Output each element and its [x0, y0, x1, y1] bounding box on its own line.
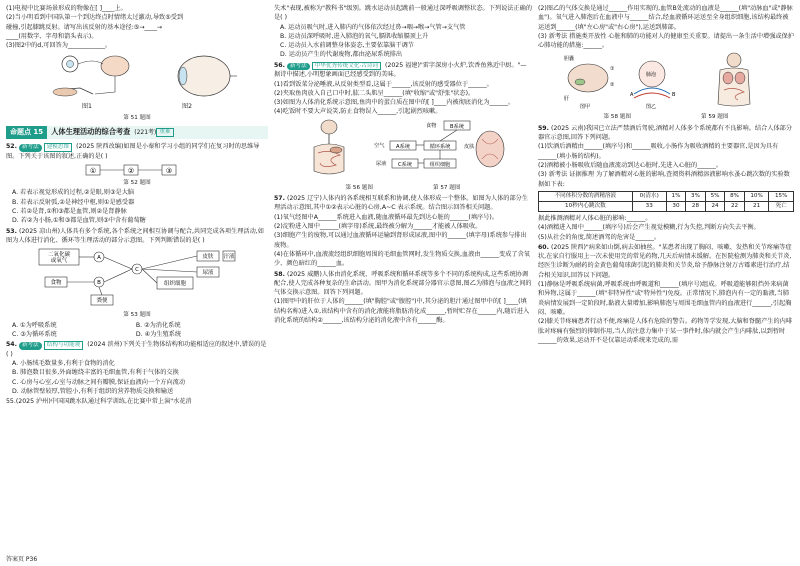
reflex-arc-diagram: [35, 52, 155, 100]
question-60: [538, 243, 794, 345]
question-53: [6, 227, 268, 340]
fig58-1: ①: [610, 66, 615, 73]
q53-number: 53.: [6, 227, 17, 235]
q52-option-d[interactable]: D. 若②为小肠,①和③都是血管,则③中含有葡萄糖: [12, 217, 146, 225]
q53-option-c[interactable]: C. ③为循环系统: [12, 330, 57, 338]
table-cell: 30: [666, 201, 686, 211]
fig58-a: A: [630, 92, 634, 99]
fig56-caption: 第 56 题图: [345, 184, 373, 191]
section-header: [6, 126, 268, 139]
q52-option-c[interactable]: C. 若②是肾,①和③都是血管,则②是肾静脉: [12, 207, 127, 215]
fig58-gallbladder: 胆囊: [564, 56, 575, 63]
fig53-c: C: [135, 267, 139, 274]
question-58: [274, 270, 532, 326]
q59-part5: (5)从社会的角度,简述酒驾的危害是______。: [538, 233, 661, 241]
fig53-a: A: [97, 255, 101, 262]
q58-number: 58.: [274, 270, 285, 278]
q53-option-b[interactable]: B. ②为消化系统: [135, 321, 181, 329]
fig51-label-1: 图1: [81, 103, 92, 111]
q54-option-c[interactable]: C. 心房与心室,心室与动脉之间有瓣膜,保证血液向一个方向流动: [12, 378, 186, 386]
q52-option-b[interactable]: B. 若表示反射弧,②是神经中枢,则①是感受器: [12, 198, 135, 206]
digestive-and-alveoli-diagram: [562, 52, 682, 110]
section-title: 人体生理活动的综合考查: [51, 127, 131, 137]
fig51-label-2: 图2: [182, 103, 193, 111]
q55-option-b[interactable]: B. 运动员深呼吸时,进入肺泡的氧气,膈肌收缩膈顶上升: [280, 32, 429, 40]
q53-text: (2025 凉山州)人体具有多个系统,各个系统之间相互协调与配合,共同完成各项生理活动,如图为人体进行消化、循环等生理活动的部分示意图。下列判断错误的是( ): [6, 227, 264, 244]
q51-part2c: ____(用数字、字母和箭头表示)。: [6, 32, 98, 40]
figure-58-59: [538, 52, 794, 110]
fig53-skin: 皮肤: [202, 254, 214, 261]
table-header-cell: 10%: [744, 191, 769, 201]
table-header-cell: 15%: [769, 191, 794, 201]
q57-part1: (1)氧气经图中A______系统进入血液,随血液循环最先到达心脏的______(填序号)。: [274, 213, 498, 221]
q56-part4: (4)吃饭时不要大声说笑,防止食物误入______,引起剧烈咳嗽。: [274, 108, 442, 116]
system-diagram-53: [37, 247, 237, 309]
human-organs-diagram: [698, 52, 770, 110]
column-right: [538, 4, 794, 345]
q57-part4: (4)在体循环中,血液流经组织细胞周围的毛细血管网时,发生物质交换,血液由______变成了含氧少、颜色暗红的______血。: [274, 250, 530, 268]
q55-option-c[interactable]: C. 运动员入水前调整身体姿态,主要依靠脑干调节: [280, 42, 414, 50]
fig53-urine: 尿液: [202, 270, 214, 277]
q60-number: 60.: [538, 243, 549, 251]
table-cell: 死亡: [769, 201, 794, 211]
fig53-feces: 粪便: [96, 298, 108, 305]
table-cell: 22: [725, 201, 745, 211]
question-54: [6, 340, 268, 396]
fig53-b: B: [97, 280, 101, 287]
section-number: 命题点 15: [6, 126, 47, 139]
q54-option-a[interactable]: A. 小肠绒毛数量多,有利于食物的消化: [12, 359, 115, 367]
q54-option-d[interactable]: D. 动脉管壁较厚,管腔小,有利于组织的营养物质交换和输送: [12, 387, 174, 395]
q55-option-d[interactable]: D. 运动员产生的代谢废物,都由泌尿系统排出: [280, 51, 403, 59]
figure-51-labels: [6, 102, 268, 111]
figure-58-59-captions: [538, 112, 794, 122]
figure-52: [6, 163, 268, 177]
q59-part3: (3) 新考法 证据推理 为了解酒精对心脏的影响,查阅资料酒精溶液影响水蚤心跳次数的实验数据如下表:: [538, 171, 790, 188]
q51-part2: (2)当小明看到中国队第一个到达终点时情绪太过激动,导致⑤受到: [6, 14, 184, 22]
table-cell: 33: [632, 201, 666, 211]
q53-options: [6, 321, 268, 340]
q51-part3: (3)图2中的d,可回答为____________。: [6, 42, 112, 50]
table-header-cell: 不同体积分数的酒精溶液: [539, 191, 633, 201]
q56-part1: (1)看到饭菜分泌唾液,从反射类型看,这属于______,该反射的感受器位于______。: [274, 80, 493, 88]
q51-part2b: 碰撞,引起膝跳反射。请写出该反射的基本途径:⑤→____→: [6, 23, 163, 31]
column-left: [6, 4, 268, 406]
fig57-caption: 第 57 题图: [433, 184, 461, 191]
table-header-row: [539, 191, 794, 201]
fig57-cells: 组织细胞: [429, 161, 451, 168]
q53-option-d[interactable]: D. ④为生殖系统: [135, 330, 182, 338]
q52-tag-label: 建模思维: [44, 143, 72, 152]
q57-part2: (2)淀粉进入图中______(填字母)系统,最终被分解为______才能被人体吸收。: [274, 223, 482, 231]
q51-part1: (1)电视中比赛场景形成的物像在[ ]____上。: [6, 5, 127, 12]
section-level: 重难: [156, 128, 173, 137]
eye-diagram: [169, 52, 239, 100]
alcohol-heartbeat-table: [538, 191, 794, 212]
systems-flow-diagram-57: [372, 119, 512, 181]
fig53-sweat: 汗液: [223, 254, 235, 261]
q52-option-a[interactable]: A. 若表示视觉形成的过程,②是眼,则③是大脑: [12, 189, 135, 197]
q57-number: 57.: [274, 195, 285, 203]
q60-text: (2025 陕西)"病来如山倒,病去如抽丝。"某患者出现了胸闷、咳嗽、发热和关节疼痛等症状,在家自行服用上一次未使用完的常见药物,几天后病情未缓解。在医院检测为肺炎和关节炎,经医生诊断为耐药的金黄色葡萄球菌引起的肺炎和关节炎,给予静脉注射万古霉素进行治疗,结合相关知识,回答以下问题。: [538, 243, 792, 279]
question-52: [6, 142, 268, 225]
q56-text: (2025 福建)"雷字深房小火炉,饮香鱼熟近中厨。"—据诗中描述,小明想象画面已经感受到的美味。: [274, 61, 527, 79]
question-56: [274, 61, 532, 193]
fig57-food: 食物: [426, 122, 437, 129]
q59-text: (2025 云南)我国已立法严禁酒后驾驶,酒精对人体多个系统都有不良影响。结合人体部分器官示意图,回答下列问题。: [538, 124, 793, 142]
fig58-jia: 图甲: [580, 104, 591, 111]
table-header-cell: 5%: [705, 191, 725, 201]
fig52-box-3: ③: [165, 166, 173, 175]
q54-option-b[interactable]: B. 肺泡数目很多,外面缠绕丰富的毛细血管,有利于气体的交换: [12, 369, 179, 377]
fig58-alveolus: 肺泡: [646, 72, 657, 79]
q55-continued: 失术"表现,被称为"教科书"级别。跳水运动员起跳前一般通过深呼吸调整状态。下列说法正确的是( ): [274, 5, 533, 22]
fig57-csystem: C系统: [398, 161, 412, 168]
fig58-yi: 图乙: [646, 104, 657, 111]
fig58-2: ②: [610, 82, 615, 89]
table-header-cell: 1%: [666, 191, 686, 201]
q59-part4: (4)酒精进入图中______(填序号)后会产生视觉模糊,行为失控,判断方向失去平衡。: [538, 224, 760, 232]
q54-number: 54.: [6, 341, 17, 349]
fig53-co2: 二氧化碳: [47, 252, 71, 259]
fig53-cells: 组织细胞: [163, 281, 187, 288]
figure-56-57-captions: [274, 183, 532, 193]
q58-part1: (1)图甲中的肝位于人体的______(填"胸腔"或"腹腔")中,其分泌的胆汁通过图甲中的[ ]____(填结构名称)进入①,该结构中含有的消化液能将脂肪消化成______,暂时贮存在______内,随后进入消化系统的结构②______,该结构分泌的消化液中含有______酶。: [274, 298, 530, 325]
figure-53: [6, 247, 268, 309]
fig58-b: B: [672, 92, 676, 99]
q52-number: 52.: [6, 143, 17, 151]
q56-tag-label: 中华优秀传统文化·古诗词: [312, 62, 381, 71]
question-57: [274, 194, 532, 268]
q58-part2: (2)图乙的气体交换是通过______作用实现的,血管B处流动的血液是______(填"动脉血"或"静脉血")。氧气进入肺泡后在血液中与______结合,经血液循环运送至全身组织细胞,该结构最终被运送到______(填"左心房"或"右心房"),运送到肺部。: [538, 5, 793, 31]
q58-part3: (3) 新考法 措施类开放性 心脏和肺的功能对人的健康至关重要。请提出一条生活中增强或保护心肺功能的措施:______。: [538, 32, 794, 50]
q56-part3: (3)如图为人体消化系统示意图,鱼肉中的蛋白质在图中的[ ]____内被彻底消化为______。: [274, 99, 515, 107]
fig57-bsystem: B系统: [450, 123, 464, 130]
fig52-box-1: ①: [89, 166, 97, 175]
q60-part2: (2)膝关节疼痛患者行动不便,疼痛是人体有危险的警告。药物等学发现,大脑和脊髓产生的内啡肽对疼痛有强烈的抑制作用,当人的注意力集中于某一事件时,体内就会产生内啡肽,以到暂时______的效果,运动开不是仅靠运动系统来完成的,需: [538, 318, 793, 344]
q57-text: (2025 辽宁)人体内的各系统相互联系和协调,使人体形成一个整体。如图为人体的部分生理活动示意图,其中①②表示心脏的心房,A~C 表示系统。结合图示回答相关问题。: [274, 195, 529, 212]
q52-tag: 新考法: [19, 144, 42, 152]
flow-diagram-52: [82, 163, 192, 177]
q52-text: (2025 陕西改编)如图是小秦和学习小组的同学们在复习时的思维导图。下列关于该图的叙述,正确的是( ): [6, 143, 260, 160]
fig57-urine: 尿液: [376, 160, 387, 167]
q56-tag: 新考法: [287, 63, 310, 71]
q58-text: (2025 威鹏)人体由消化系统、呼吸系统和循环系统等多个不同的系统构成,这些系统协调配合,使人完成各种复杂的生命活动。图甲为消化系统部分器官示意图,图乙为肺泡与血液之间的气体交换示意图。回答下列问题。: [274, 270, 532, 297]
fig58-caption: 第 58 题图: [603, 114, 631, 121]
q56-part2: (2)夹取鱼肉放入自己口中时,肱二头肌呈______(填"收缩"或"舒张"状态)。: [274, 89, 475, 97]
table-header-cell: 0(清水): [632, 191, 666, 201]
fig57-asystem: A系统: [396, 143, 410, 150]
q55-start: 55.(2025 泸州)中国国跳水队通过科学训练,在比赛中常上演"水花消: [6, 398, 192, 406]
q59-part2: (2)酒精被小肠吸收后随血液流动到达心脏时,先进入心脏的______。: [538, 162, 722, 170]
fig57-air: 空气: [374, 142, 385, 149]
table-header-cell: 3%: [686, 191, 706, 201]
q54-text: (2024 滨州)下列关于生物体结构和功能相适应的叙述中,错误的是( ): [6, 341, 267, 358]
fig53-caption: 第 53 题图: [123, 312, 151, 319]
q59-number: 59.: [538, 124, 549, 132]
page-footer: 答案页 P36: [6, 556, 38, 563]
digestive-system-diagram: [294, 119, 364, 181]
fig57-circulation: 循环系统: [429, 143, 451, 150]
q57-part3: (3)细胞产生的废物,可以通过血液循环运输到肾形成尿液,图中的______(填字母)系统参与排出废物。: [274, 232, 527, 249]
fig53-food: 食物: [50, 280, 62, 287]
fig58-liver: 肝: [564, 96, 570, 103]
fig53-o2: 或氧气: [50, 258, 68, 265]
q53-option-a[interactable]: A. ①为呼吸系统: [12, 321, 57, 329]
fig51-caption: 第 51 题图: [123, 114, 151, 121]
q59-part3-conclusion: 据此推测酒精对人体心脏的影响:______。: [538, 214, 652, 222]
q60-part1: (1)静脉是呼吸系统病菌,呼吸系统由呼吸道和______(填序号)组成。呼吸道能够阻挡外来病菌和异物,这属于______(填"非特异性"或"特异性")免疫。正常情况下,肺泡内有一定的黏液,当肺炎病情发展到一定阶段时,黏液大量增加,影响肺泡与周围毛细血管内的血液进行______,引起胸闷、咳嗽。: [538, 281, 792, 316]
table-row: [539, 201, 794, 211]
table-row-label: 10秒内心跳次数: [539, 201, 633, 211]
figure-51: [6, 52, 268, 100]
q59-part1: (1)饮酒后酒精由______(填序号)和______吸收,小肠作为吸收酒精的主要器官,是因为具有______(填小肠的结构)。: [538, 143, 779, 160]
q55-option-a[interactable]: A. 运动员吸气时,进入肺内的气体依次经过鼻→咽→喉→气管→支气管: [280, 23, 466, 31]
fig59-caption: 第 59 题图: [701, 114, 729, 121]
figure-56-57: [274, 119, 532, 181]
q54-tag-label: 结构与功能观: [44, 341, 84, 350]
table-header-cell: 8%: [725, 191, 745, 201]
fig57-skin: 皮肤: [464, 143, 475, 150]
fig52-caption: 第 52 题图: [123, 179, 151, 186]
q56-number: 56.: [274, 61, 285, 69]
question-59: [538, 124, 794, 242]
column-middle: [274, 4, 532, 325]
q54-tag: 新考法: [19, 342, 42, 350]
fig52-box-2: ②: [127, 166, 135, 175]
table-cell: 21: [744, 201, 769, 211]
table-cell: 24: [705, 201, 725, 211]
section-meta: (221考): [134, 129, 157, 137]
table-cell: 28: [686, 201, 706, 211]
